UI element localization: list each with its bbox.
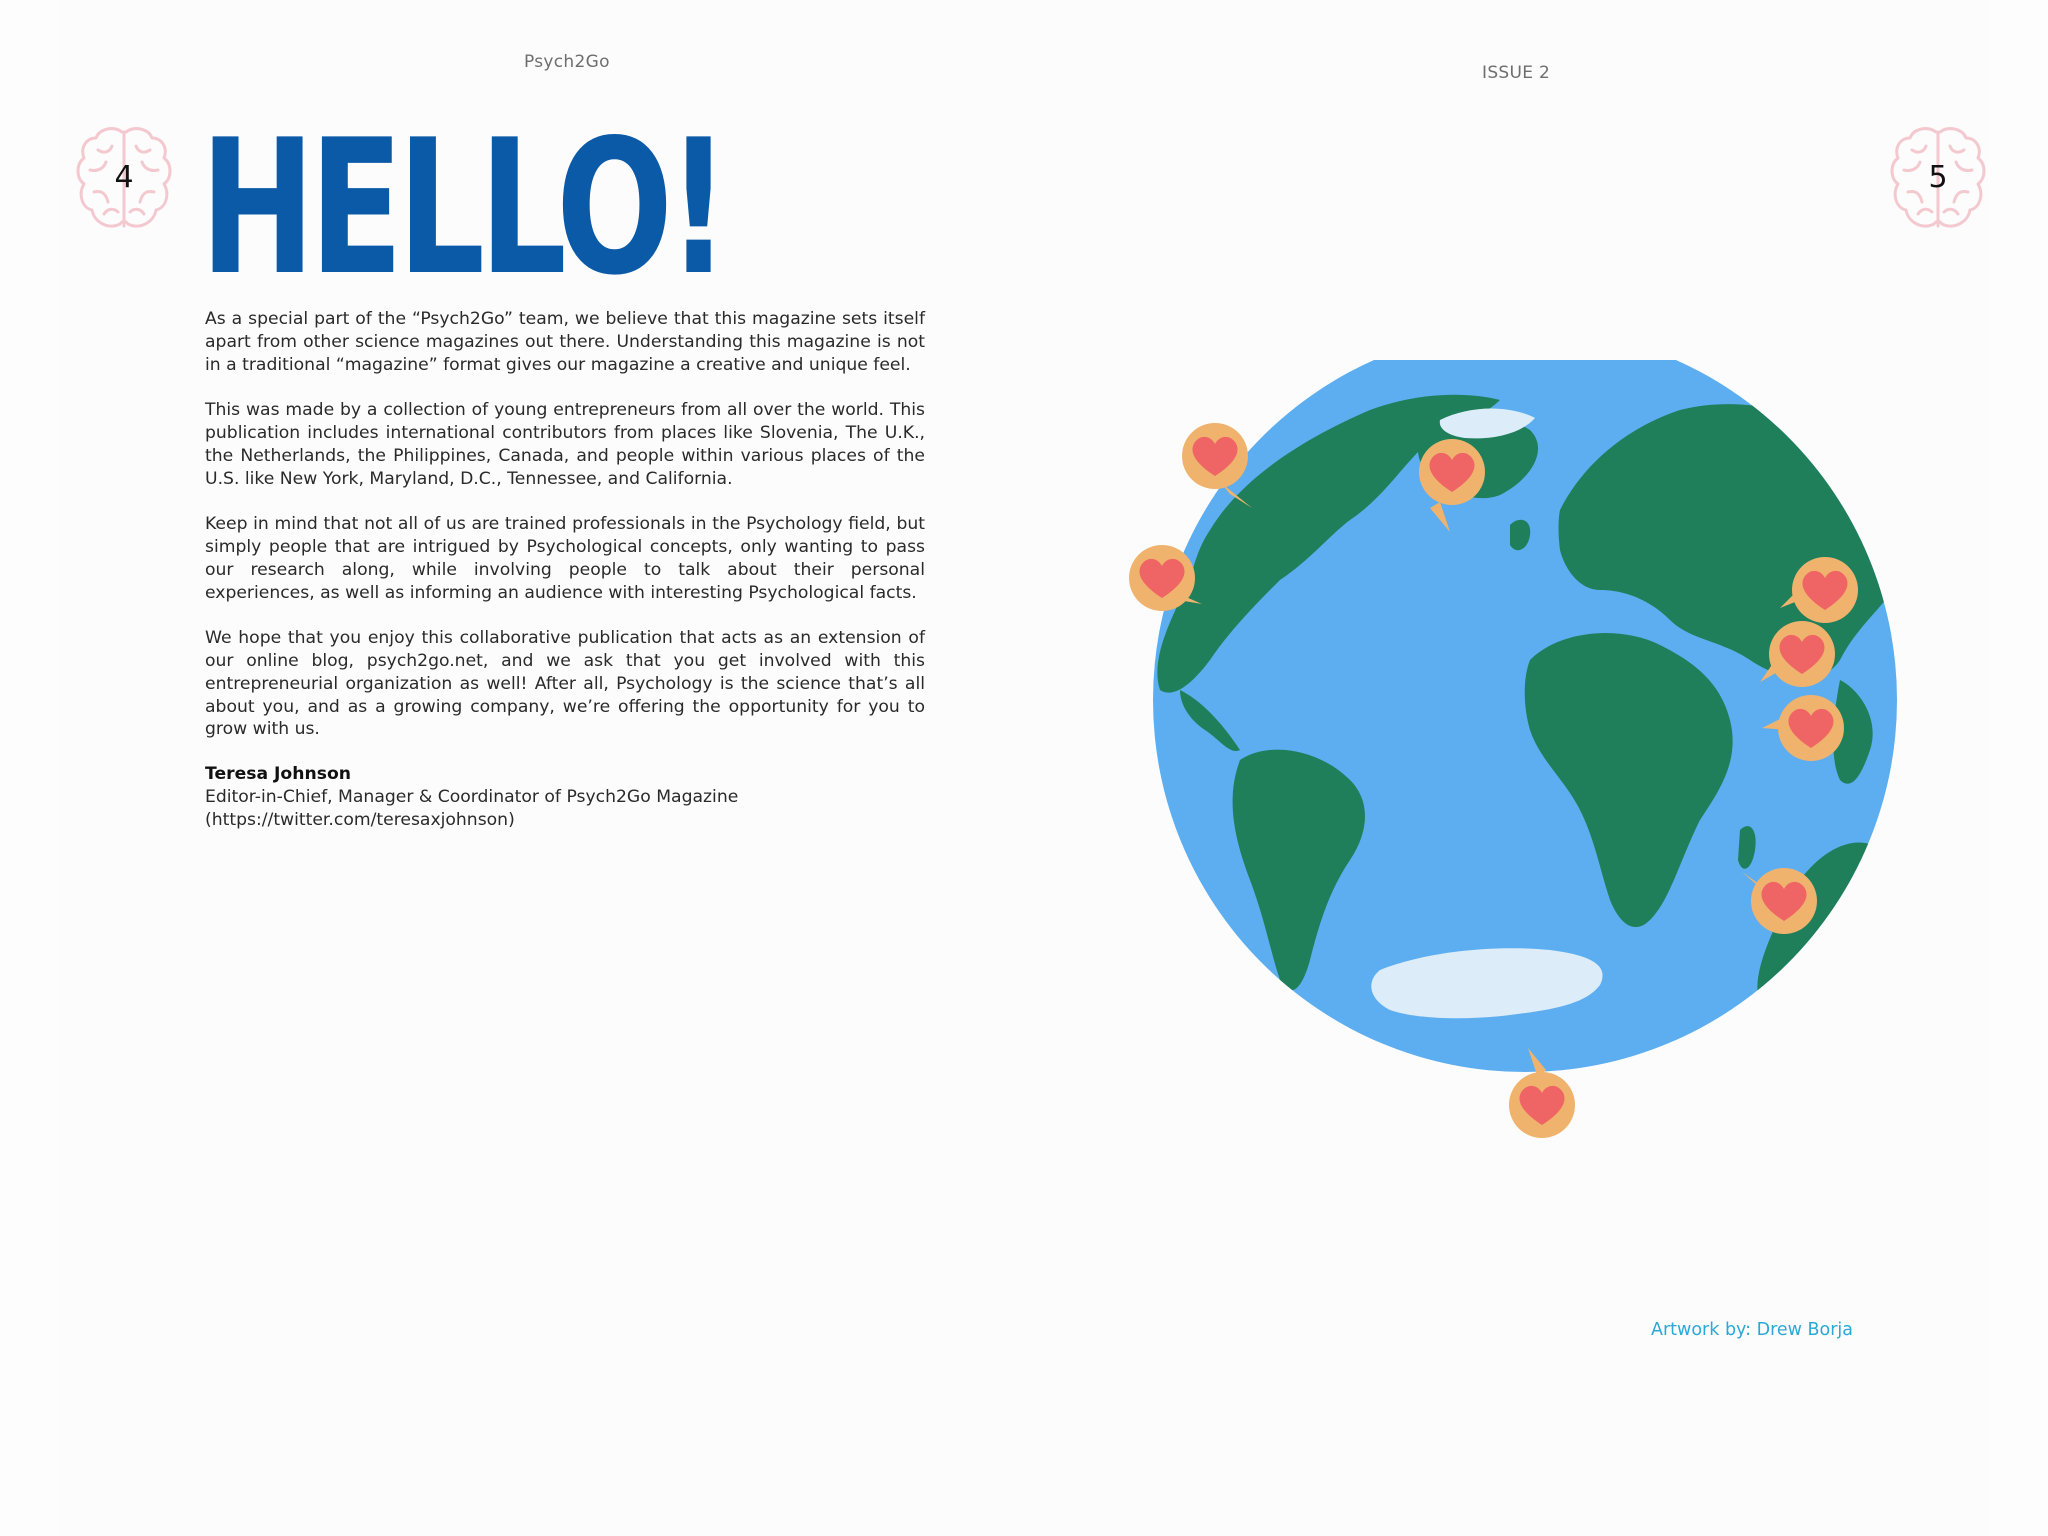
left-page-number-badge [74, 122, 174, 238]
running-head-brand: Psych2Go [524, 52, 610, 72]
article-paragraph: As a special part of the “Psych2Go” team, we believe that this magazine sets itself apart from other science magazines out there. Understanding this magazine is not in a traditional “magazine” format gives our magazine a creative and unique feel. [205, 309, 925, 375]
article-paragraph: Keep in mind that not all of us are trained professionals in the Psychology field, but simply people that are intrigued by Psychological concepts, only wanting to pass our research along, while involving people to talk about their personal experiences, as well as informing an audience with interesting Psychological facts. [205, 514, 925, 603]
right-page-number: 5 [1928, 160, 1948, 195]
artwork-credit: Artwork by: Drew Borja [1651, 1320, 1854, 1340]
author-link[interactable]: (https://twitter.com/teresaxjohnson) [205, 809, 515, 830]
author-name: Teresa Johnson [205, 764, 351, 784]
signature-block [205, 763, 738, 831]
globe-illustration [1080, 360, 1940, 1160]
article-paragraph: We hope that you enjoy this collaborative publication that acts as an extension of our online blog, psych2go.net, and we ask that you get involved with this entrepreneurial organization as well! After all, Psychology is the science that’s all about you, and as a growing company, we’re offering the opportunity for you to grow with us. [205, 628, 925, 740]
right-page-number-badge [1888, 122, 1988, 238]
article-body [205, 308, 925, 764]
article-paragraph: This was made by a collection of young entrepreneurs from all over the world. This publication includes international contributors from places like Slovenia, The U.K., the Netherlands, the Philippines, Canada, and people within various places of the U.S. like New York, Maryland, D.C., Tennessee, and California. [205, 400, 925, 489]
article-headline: HELLO! [200, 99, 724, 316]
left-page-number: 4 [114, 160, 134, 195]
author-title: Editor-in-Chief, Manager & Coordinator of Psych2Go Magazine [205, 786, 739, 807]
running-head-issue: ISSUE 2 [1482, 63, 1551, 83]
